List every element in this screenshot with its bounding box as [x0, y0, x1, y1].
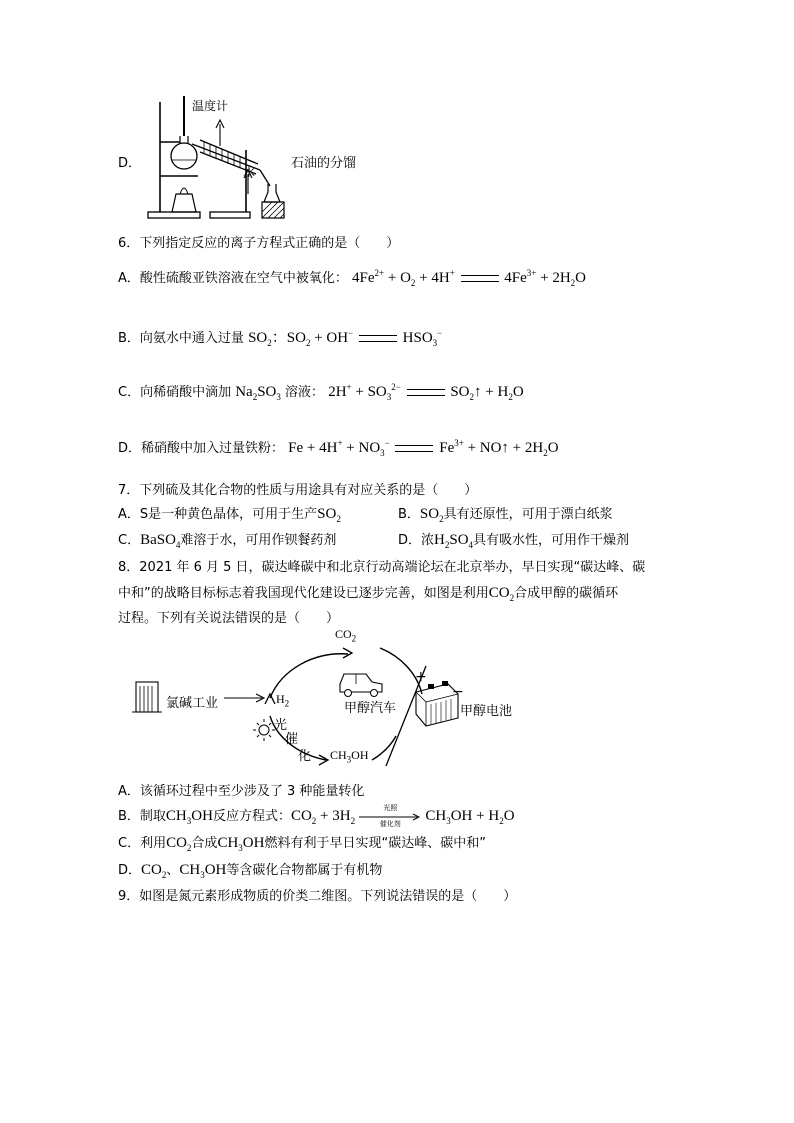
q6-option-b: B．向氨水中通入过量 $SO_2$：$SO_2 + OH^-$ $HSO_3^-$ — [118, 328, 443, 348]
q6-option-a: A．酸性硫酸亚铁溶液在空气中被氧化： $4Fe^{2+} + O_2 + 4H^+$ $4Fe^{3+} + 2H_2O$ — [118, 268, 587, 288]
q7-option-b-pre: B． — [398, 507, 420, 522]
q7-option-c-pre: C． — [118, 533, 141, 548]
q9-stem: 9．如图是氮元素形成物质的价类二维图。下列说法错误的是（ ） — [118, 889, 517, 904]
diagram-catalysis-label: 催 — [285, 732, 299, 747]
q6-option-c: C．向稀硝酸中滴加 $Na_2SO_3$ 溶液： $2H^+ + SO_3^{2-}$ $SO_2↑ + H_2O$ — [118, 382, 524, 402]
q8-option-b: B．制取$CH_3OH$反应方程式：$CO_2 + 3H_2$ 光照 催化剂 $CH_3OH + H_2O$ — [118, 803, 515, 828]
q6-option-d-label: D．稀硝酸中加入过量铁粉： — [118, 441, 285, 456]
q8-option-b-pre: B．制取 — [118, 809, 166, 824]
reaction-arrow-bottom-label: 催化剂 — [379, 819, 401, 828]
q8-line2-post: 合成甲醇的碳循环 — [514, 586, 619, 601]
diagram-h2-label: $H_2$ — [276, 692, 290, 709]
diagram-plus-label: + — [415, 669, 427, 685]
q8-option-d-post: 等含碳化合物都属于有机物 — [226, 863, 383, 878]
q8-option-c-pre: C．利用 — [118, 836, 167, 851]
q8-line2-pre: 中和”的战略目标标志着我国现代化建设已逐步完善，如图是利用 — [118, 586, 489, 601]
q7-option-b: B．$SO_2$具有还原性，可用于漂白纸浆 — [398, 506, 613, 524]
reaction-arrow-top-label: 光照 — [383, 803, 398, 812]
q7-option-c-post: 难溶于水，可用作钡餐药剂 — [180, 533, 337, 548]
diagram-photo-label: 光 — [274, 718, 288, 733]
q7-option-a-text: A．S是一种黄色晶体，可用于生产 — [118, 507, 318, 522]
q7-option-d: D．浓$H_2SO_4$具有吸水性，可用作干燥剂 — [398, 532, 630, 550]
thermometer-label: 温度计 — [192, 99, 229, 113]
q7-stem: 7．下列硫及其化合物的性质与用途具有对应关系的是（ ） — [118, 483, 478, 498]
diagram-car-label: 甲醇汽车 — [344, 701, 397, 716]
reaction-arrow — [359, 803, 421, 828]
q8-option-d: D．$CO_2$、$CH_3OH$等含碳化合物都属于有机物 — [118, 862, 383, 880]
diagram-co2-label: $CO_2$ — [335, 627, 357, 644]
q8-option-d-sep: 、 — [166, 863, 180, 878]
q6-option-a-label: A．酸性硫酸亚铁溶液在空气中被氧化： — [118, 271, 348, 286]
q8-option-b-mid: 反应方程式： — [212, 809, 291, 824]
q8-line2: 中和”的战略目标标志着我国现代化建设已逐步完善，如图是利用$CO_2$合成甲醇的碳循环 — [118, 585, 619, 603]
q8-line1: 8．2021 年 6 月 5 日，碳达峰碳中和北京行动高端论坛在北京举办，早日实现“碳达峰、碳 — [118, 560, 646, 575]
q7-option-b-post: 具有还原性，可用于漂白纸浆 — [443, 507, 613, 522]
q7-option-d-pre: D．浓 — [398, 533, 435, 548]
q6-option-d: D．稀硝酸中加入过量铁粉： $Fe + 4H^+ + NO_3^-$ $Fe^{3+}$ + NO↑ + $2H_2O$ — [118, 438, 559, 458]
diagram-catalysis2-label: 化 — [298, 749, 312, 764]
diagram-industry-label: 氯碱工业 — [166, 696, 219, 711]
distillation-caption: 石油的分馏 — [291, 156, 357, 171]
q5-option-d-letter: D． — [118, 156, 142, 171]
q8-option-a: A．该循环过程中至少涉及了 3 种能量转化 — [118, 784, 365, 799]
q6-option-c-label: C．向稀硝酸中滴加 — [118, 385, 232, 400]
q8-line3: 过程。下列有关说法错误的是（ ） — [118, 611, 340, 626]
diagram-minus-label: − — [452, 684, 464, 700]
q8-option-d-pre: D． — [118, 863, 142, 878]
water-label: 水 — [243, 165, 256, 179]
q7-option-a: A．S是一种黄色晶体，可用于生产$SO_2$ — [118, 506, 341, 524]
q6-option-c-solution: 溶液： — [285, 385, 325, 400]
q6-option-b-label: B．向氨水中通入过量 — [118, 331, 244, 346]
diagram-ch3oh-label: $CH_3OH$ — [330, 748, 369, 765]
q7-option-c: C．BaSO$_4$难溶于水，可用作钡餐药剂 — [118, 532, 337, 550]
q8-option-c-post: 燃料有利于早日实现“碳达峰、碳中和” — [264, 836, 486, 851]
q6-stem: 6．下列指定反应的离子方程式正确的是（ ） — [118, 236, 400, 251]
q8-option-c-mid: 合成 — [191, 836, 218, 851]
q8-option-c: C．利用$CO_2$合成$CH_3OH$燃料有利于早日实现“碳达峰、碳中和” — [118, 835, 486, 853]
diagram-battery-label: 甲醇电池 — [460, 704, 513, 719]
q7-option-d-post: 具有吸水性，可用作干燥剂 — [473, 533, 630, 548]
